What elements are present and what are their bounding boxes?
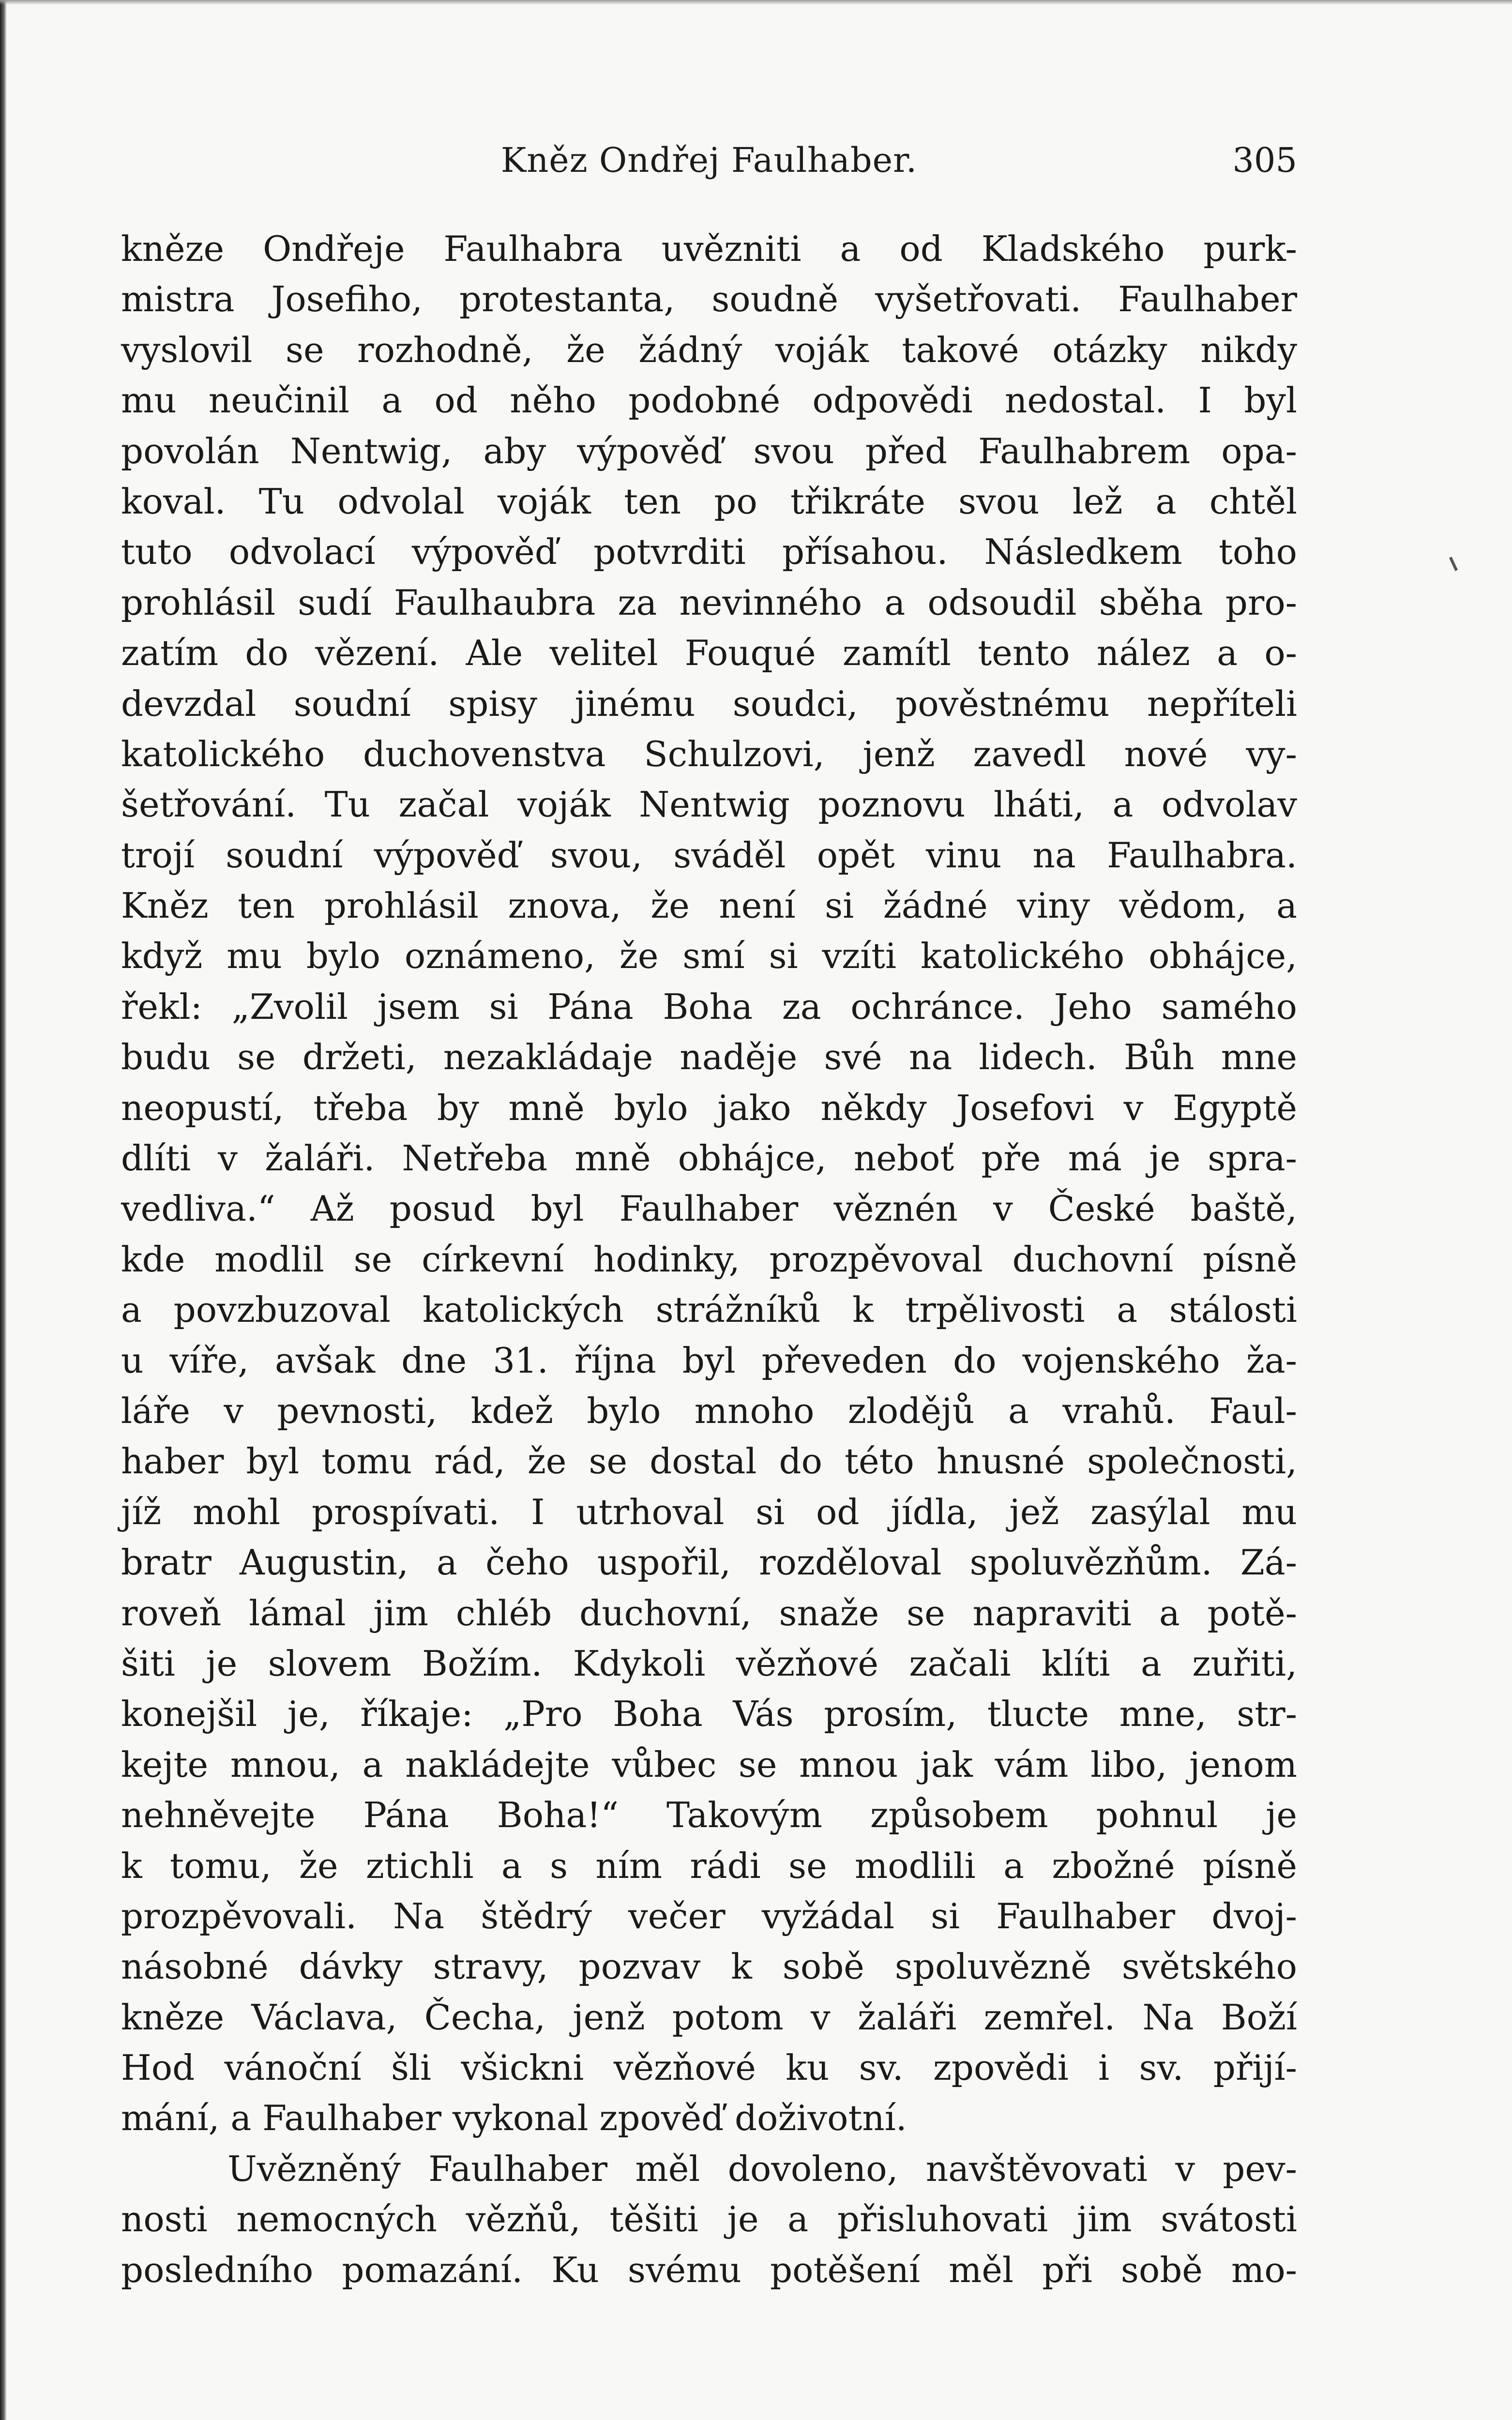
text-line: povolán Nentwig, aby výpověď svou před Faulhabrem opa- <box>121 430 1297 471</box>
text-line: když mu bylo oznámeno, že smí si vzíti katolického obhájce, <box>121 936 1297 977</box>
text-line: konejšil je, říkaje: „Pro Boha Vás prosím, tlucte mne, str- <box>121 1694 1297 1735</box>
text-line: neopustí, třeba by mně bylo jako někdy Josefovi v Egyptě <box>121 1087 1297 1128</box>
text-line: posledního pomazání. Ku svému potěšení měl při sobě mo- <box>121 2249 1297 2290</box>
text-line: šiti je slovem Božím. Kdykoli vězňové začali klíti a zuřiti, <box>121 1643 1297 1684</box>
text-line: kněze Václava, Čecha, jenž potom v žaláři zemřel. Na Boží <box>121 1996 1297 2038</box>
text-line: Hod vánoční šli všickni vězňové ku sv. zpovědi i sv. přijí- <box>121 2047 1297 2088</box>
text-line: mu neučinil a od něho podobné odpovědi nedostal. I byl <box>121 380 1297 421</box>
text-line: prozpěvovali. Na štědrý večer vyžádal si Faulhaber dvoj- <box>121 1895 1297 1936</box>
margin-mark <box>1449 557 1458 571</box>
page-header <box>121 140 1297 194</box>
page-top-edge <box>0 0 1512 5</box>
text-line: násobné dávky stravy, pozvav k sobě spoluvězně světského <box>121 1946 1297 1987</box>
text-line: k tomu, že ztichli a s ním rádi se modlili a zbožné písně <box>121 1845 1297 1886</box>
body-text <box>121 224 1297 2295</box>
page-number: 305 <box>1232 140 1297 180</box>
text-line: koval. Tu odvolal voják ten po třikráte svou lež a chtěl <box>121 481 1297 522</box>
text-line: budu se držeti, nezakládaje naděje své na lidech. Bůh mne <box>121 1037 1297 1078</box>
text-line: dlíti v žaláři. Netřeba mně obhájce, neboť pře má je spra- <box>121 1138 1297 1179</box>
text-line: mání, a Faulhaber vykonal zpověď doživotní. <box>121 2098 907 2139</box>
text-line: řekl: „Zvolil jsem si Pána Boha za ochránce. Jeho samého <box>121 986 1297 1027</box>
text-line: devzdal soudní spisy jinému soudci, pověstnému nepříteli <box>121 683 1297 724</box>
text-line: u víře, avšak dne 31. října byl převeden do vojenského ža- <box>121 1340 1297 1381</box>
text-line: nosti nemocných vězňů, těšiti je a přisluhovati jim svátosti <box>121 2199 1297 2240</box>
text-line: tuto odvolací výpověď potvrditi přísahou. Následkem toho <box>121 531 1297 573</box>
text-line: kde modlil se církevní hodinky, prozpěvoval duchovní písně <box>121 1239 1297 1280</box>
text-line: Kněz ten prohlásil znova, že není si žádné viny vědom, a <box>121 885 1297 926</box>
text-line: láře v pevnosti, kdež bylo mnoho zlodějů a vrahů. Faul- <box>121 1390 1297 1431</box>
text-line: mistra Josefiho, protestanta, soudně vyšetřovati. Faulhaber <box>121 279 1297 320</box>
running-title: Kněz Ondřej Faulhaber. <box>500 140 918 180</box>
text-line: Uvězněný Faulhaber měl dovoleno, navštěvovati v pev- <box>227 2148 1297 2189</box>
text-line: vyslovil se rozhodně, že žádný voják takové otázky nikdy <box>121 329 1297 370</box>
text-line: a povzbuzoval katolických strážníků k trpělivosti a stálosti <box>121 1289 1297 1331</box>
text-line: vedliva.“ Až posud byl Faulhaber věznén v České baště, <box>121 1188 1297 1229</box>
text-line: haber byl tomu rád, že se dostal do této hnusné společnosti, <box>121 1441 1297 1482</box>
text-line: zatím do vězení. Ale velitel Fouqué zamítl tento nález a o- <box>121 633 1297 674</box>
text-line: nehněvejte Pána Boha!“ Takovým způsobem pohnul je <box>121 1795 1297 1836</box>
text-line: kněze Ondřeje Faulhabra uvězniti a od Kladského purk- <box>121 228 1297 269</box>
text-line: bratr Augustin, a čeho uspořil, rozděloval spoluvězňům. Zá- <box>121 1542 1297 1583</box>
page-spine-shadow <box>0 0 7 2420</box>
text-line: kejte mnou, a nakládejte vůbec se mnou jak vám libo, jenom <box>121 1744 1297 1785</box>
text-line: trojí soudní výpověď svou, sváděl opět vinu na Faulhabra. <box>121 834 1297 876</box>
text-line: roveň lámal jim chléb duchovní, snaže se napraviti a potě- <box>121 1592 1297 1634</box>
text-line: jíž mohl prospívati. I utrhoval si od jídla, jež zasýlal mu <box>121 1491 1297 1532</box>
text-line: šetřování. Tu začal voják Nentwig poznovu lháti, a odvolav <box>121 784 1297 825</box>
text-line: katolického duchovenstva Schulzovi, jenž zavedl nové vy- <box>121 733 1297 774</box>
text-line: prohlásil sudí Faulhaubra za nevinného a odsoudil sběha pro- <box>121 582 1297 623</box>
